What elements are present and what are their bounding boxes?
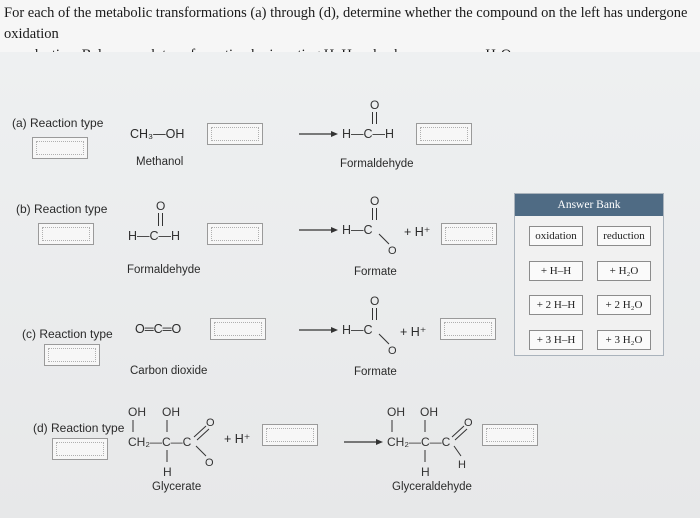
- answer-chip-2-h2o[interactable]: + 2 H₂O: [597, 295, 651, 315]
- reaction-a-reactant-formula: CH₃—OH: [130, 127, 185, 141]
- svg-text:O: O: [370, 98, 380, 112]
- svg-text:OH: OH: [420, 405, 438, 419]
- reaction-a-product-structure: [295, 94, 425, 154]
- reaction-d-product-name: Glyceraldehyde: [392, 481, 472, 493]
- svg-text:H—C: H—C: [342, 323, 373, 337]
- answer-chip-reduction[interactable]: reduction: [597, 226, 651, 246]
- reaction-b-reactant-structure: [128, 198, 198, 248]
- reaction-c-type-drop[interactable]: [44, 344, 100, 366]
- question-text: [0, 0, 700, 52]
- svg-text:O: O: [205, 457, 214, 469]
- svg-text:O: O: [370, 294, 380, 308]
- svg-text:O: O: [388, 245, 397, 257]
- svg-text:O: O: [388, 345, 397, 357]
- svg-text:O: O: [464, 417, 473, 429]
- reaction-c-product-plus: + H⁺: [400, 325, 427, 339]
- reaction-b-reactant-drop[interactable]: [207, 223, 263, 245]
- answer-chip-3-hh[interactable]: + 3 H–H: [529, 330, 583, 350]
- answer-bank: [514, 193, 664, 356]
- svg-text:O: O: [206, 417, 215, 429]
- answer-bank-title: Answer Bank: [515, 194, 663, 216]
- reaction-d-label: (d) Reaction type: [33, 421, 125, 435]
- svg-text:H—C—H: H—C—H: [342, 127, 395, 141]
- svg-text:H: H: [458, 459, 466, 471]
- answer-chip-1-h2o[interactable]: + H₂O: [597, 261, 651, 281]
- reaction-c-label: (c) Reaction type: [22, 327, 113, 341]
- svg-text:H: H: [163, 465, 172, 479]
- reaction-a-label: (a) Reaction type: [12, 116, 104, 130]
- svg-text:H—C—H: H—C—H: [128, 229, 181, 243]
- reaction-d-product-structure: [340, 404, 480, 484]
- reaction-b-product-name: Formate: [354, 266, 397, 278]
- svg-text:CH₂—C—C: CH₂—C—C: [387, 435, 451, 449]
- svg-text:OH: OH: [162, 405, 180, 419]
- reaction-c-reactant-drop[interactable]: [210, 318, 266, 340]
- reaction-b-product-plus: + H⁺: [404, 225, 431, 239]
- svg-text:OH: OH: [387, 405, 405, 419]
- reaction-c-reactant-name: Carbon dioxide: [130, 365, 208, 377]
- answer-chip-1-hh[interactable]: + H–H: [529, 261, 583, 281]
- reaction-c-reactant-formula: O═C═O: [135, 322, 182, 336]
- reaction-d-product-drop[interactable]: [482, 424, 538, 446]
- answer-chip-2-hh[interactable]: + 2 H–H: [529, 295, 583, 315]
- reaction-b-product-drop[interactable]: [441, 223, 497, 245]
- reaction-b-label: (b) Reaction type: [16, 202, 108, 216]
- reaction-b-product-structure: [295, 192, 395, 258]
- svg-text:CH₂—C—C: CH₂—C—C: [128, 435, 192, 449]
- reaction-b-type-drop[interactable]: [38, 223, 94, 245]
- reaction-a-reactant-drop[interactable]: [207, 123, 263, 145]
- svg-text:OH: OH: [128, 405, 146, 419]
- svg-text:H—C: H—C: [342, 223, 373, 237]
- svg-text:O: O: [370, 194, 380, 208]
- reaction-a-product-drop[interactable]: [416, 123, 472, 145]
- reaction-a-type-drop[interactable]: [32, 137, 88, 159]
- svg-text:O: O: [156, 199, 166, 213]
- reaction-d-reactant-drop[interactable]: [262, 424, 318, 446]
- reaction-d-reactant-structure: [126, 404, 226, 484]
- reaction-b-reactant-name: Formaldehyde: [127, 264, 201, 276]
- answer-chip-3-h2o[interactable]: + 3 H₂O: [597, 330, 651, 350]
- reaction-d-reactant-plus: + H⁺: [224, 432, 251, 446]
- answer-chip-oxidation[interactable]: oxidation: [529, 226, 583, 246]
- question-line-1: For each of the metabolic transformations (a) through (d), determine whether the compound on the left has undergone oxidation: [4, 5, 688, 42]
- reaction-d-type-drop[interactable]: [52, 438, 108, 460]
- reaction-c-product-drop[interactable]: [440, 318, 496, 340]
- reaction-a-reactant-name: Methanol: [136, 156, 184, 168]
- svg-text:H: H: [421, 465, 430, 479]
- reaction-a-product-name: Formaldehyde: [340, 158, 414, 170]
- reaction-c-product-name: Formate: [354, 366, 397, 378]
- reaction-c-product-structure: [295, 292, 395, 358]
- reaction-d-reactant-name: Glycerate: [152, 481, 202, 493]
